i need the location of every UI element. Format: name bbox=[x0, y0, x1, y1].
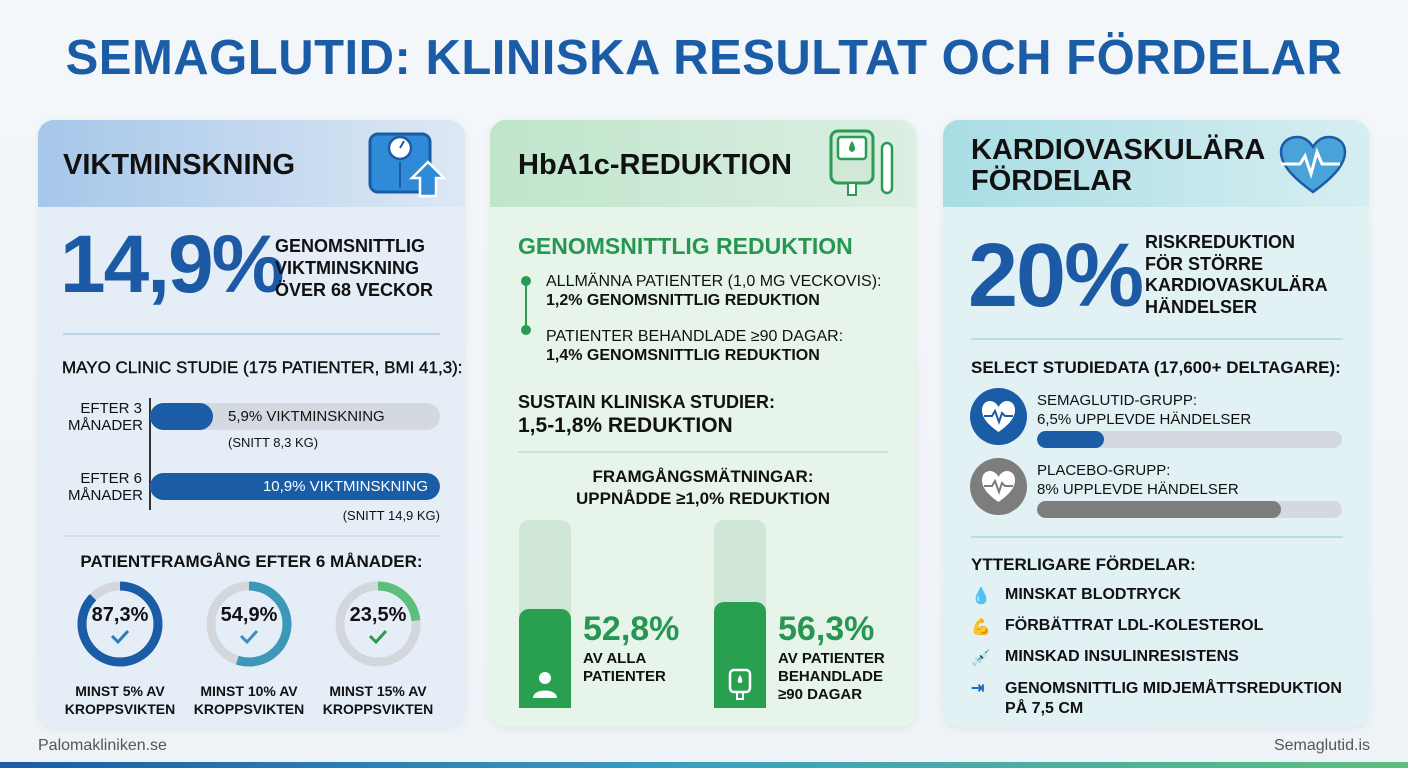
sustain-label: SUSTAIN KLINISKA STUDIER: bbox=[518, 392, 776, 412]
bar-value: 10,9% VIKTMINSKNING bbox=[262, 478, 428, 495]
weight-loss-value: 14,9% bbox=[60, 219, 283, 310]
sustain-value: 1,5-1,8% REDUKTION bbox=[518, 414, 733, 437]
donut-value: 54,9% bbox=[220, 604, 278, 626]
success-bar-90days bbox=[714, 520, 766, 708]
study-heading: MAYO CLINIC STUDIE (175 PATIENTER, BMI 41,3): bbox=[62, 358, 463, 377]
page-title: SEMAGLUTID: KLINISKA RESULTAT OCH FÖRDELAR bbox=[65, 31, 1343, 85]
success-heading: FRAMGÅNGSMÄTNINGAR: bbox=[592, 467, 814, 486]
bullet-dot bbox=[521, 325, 531, 335]
bullet-line bbox=[525, 280, 527, 330]
avg-heading: GENOMSNITTLIG REDUKTION bbox=[518, 233, 853, 259]
bullet-value: 1,2% GENOMSNITTLIG REDUKTION bbox=[546, 292, 820, 309]
bullet-dot bbox=[521, 276, 531, 286]
success-label: AV ALLA bbox=[583, 650, 647, 667]
footer-strip bbox=[0, 762, 1408, 768]
glucose-meter-icon bbox=[728, 668, 752, 700]
divider bbox=[971, 338, 1343, 340]
syringe-icon: 💉 bbox=[971, 650, 991, 667]
desc-line: KARDIOVASKULÄRA bbox=[1145, 275, 1328, 295]
group-label: SEMAGLUTID-GRUPP: bbox=[1037, 392, 1198, 409]
scale-icon bbox=[368, 130, 446, 198]
donut-label: MINST 5% AV bbox=[75, 683, 165, 699]
check-icon bbox=[241, 631, 257, 642]
weight-loss-card bbox=[38, 120, 465, 727]
footer-source-left: Palomakliniken.se bbox=[38, 737, 167, 754]
heart-pulse-icon bbox=[970, 458, 1027, 515]
donut-value: 87,3% bbox=[91, 604, 149, 626]
desc-line: HÄNDELSER bbox=[1145, 296, 1258, 317]
divider bbox=[63, 535, 440, 537]
desc-line: FÖR STÖRRE bbox=[1145, 253, 1264, 274]
bar-fill bbox=[1037, 431, 1104, 448]
benefit-item bbox=[971, 617, 1342, 648]
check-icon bbox=[370, 631, 386, 642]
bar-label: EFTER 3 bbox=[80, 400, 142, 417]
card-title: HbA1c-REDUKTION bbox=[518, 149, 792, 181]
hba1c-card bbox=[490, 120, 916, 727]
donut-label: KROPPSVIKTEN bbox=[64, 701, 176, 717]
select-heading: SELECT STUDIEDATA (17,600+ DELTAGARE): bbox=[971, 358, 1341, 377]
glucose-meter-icon bbox=[828, 128, 900, 200]
success-label: AV PATIENTER bbox=[778, 650, 885, 667]
group-bar bbox=[1037, 431, 1342, 448]
bar-value: 5,9% VIKTMINSKNING bbox=[228, 408, 385, 425]
blood-drops-icon: 💧 bbox=[971, 588, 991, 605]
benefit-text: GENOMSNITTLIG MIDJEMÅTTSREDUKTION bbox=[1005, 680, 1342, 697]
benefit-item bbox=[971, 679, 1342, 719]
success-value: 56,3% bbox=[778, 610, 875, 648]
desc-line: VIKTMINSKNING bbox=[275, 258, 419, 278]
success-subheading: UPPNÅDDE ≥1,0% REDUKTION bbox=[576, 489, 830, 508]
bullet-text: ALLMÄNNA PATIENTER (1,0 MG VECKOVIS): bbox=[546, 273, 882, 290]
benefit-item bbox=[971, 586, 1342, 617]
donut-chart bbox=[74, 578, 166, 670]
desc-line: GENOMSNITTLIG bbox=[275, 236, 425, 256]
bar-fill bbox=[1037, 501, 1281, 518]
divider bbox=[971, 536, 1343, 538]
patient-icon bbox=[531, 670, 559, 698]
footer-source-right: Semaglutid.is bbox=[1273, 737, 1370, 754]
group-value: 8% UPPLEVDE HÄNDELSER bbox=[1037, 481, 1239, 498]
success-heading: PATIENTFRAMGÅNG EFTER 6 MÅNADER: bbox=[80, 552, 423, 571]
bar-label: MÅNADER bbox=[68, 417, 144, 434]
bar-3-months bbox=[150, 403, 440, 430]
success-bar-all bbox=[519, 520, 571, 708]
group-value: 6,5% UPPLEVDE HÄNDELSER bbox=[1037, 411, 1252, 428]
desc-line: ÖVER 68 VECKOR bbox=[275, 280, 434, 300]
waist-icon: ⇥ bbox=[971, 680, 985, 697]
success-label: PATIENTER bbox=[583, 668, 666, 685]
bar-note: (SNITT 8,3 KG) bbox=[228, 435, 319, 450]
card-title: FÖRDELAR bbox=[971, 165, 1133, 197]
card-title: KARDIOVASKULÄRA bbox=[971, 134, 1266, 166]
bar-6-months bbox=[150, 473, 440, 500]
cardio-card bbox=[943, 120, 1369, 727]
donut-label: MINST 10% AV bbox=[200, 683, 298, 699]
heart-pulse-icon bbox=[970, 388, 1027, 445]
group-label: PLACEBO-GRUPP: bbox=[1037, 462, 1171, 479]
bullet-text: PATIENTER BEHANDLADE ≥90 DAGAR: bbox=[546, 328, 844, 345]
muscle-arm-icon: 💪 bbox=[971, 619, 991, 636]
benefit-text: FÖRBÄTTRAT LDL-KOLESTEROL bbox=[1005, 617, 1264, 634]
donut-label: KROPPSVIKTEN bbox=[322, 701, 434, 717]
risk-reduction-value: 20% bbox=[968, 226, 1143, 326]
desc-line: RISKREDUKTION bbox=[1145, 232, 1296, 252]
group-bar bbox=[1037, 501, 1342, 518]
donut-chart bbox=[203, 578, 295, 670]
bullet-value: 1,4% GENOMSNITTLIG REDUKTION bbox=[546, 347, 820, 364]
bar-note: (SNITT 14,9 KG) bbox=[342, 508, 440, 523]
check-icon bbox=[112, 631, 128, 642]
benefit-text: MINSKAT BLODTRYCK bbox=[1005, 586, 1181, 603]
success-label: ≥90 DAGAR bbox=[778, 686, 863, 703]
success-label: BEHANDLADE bbox=[778, 668, 883, 685]
donut-label: MINST 15% AV bbox=[329, 683, 427, 699]
divider bbox=[63, 333, 440, 335]
extra-heading: YTTERLIGARE FÖRDELAR: bbox=[971, 555, 1196, 574]
donut-label: KROPPSVIKTEN bbox=[193, 701, 305, 717]
heart-pulse-icon bbox=[1278, 134, 1348, 196]
benefit-text: MINSKAD INSULINRESISTENS bbox=[1005, 648, 1239, 665]
bar-label: EFTER 6 bbox=[80, 470, 142, 487]
success-value: 52,8% bbox=[583, 610, 680, 648]
card-title: VIKTMINSKNING bbox=[63, 149, 295, 181]
benefit-item bbox=[971, 648, 1342, 679]
bar-fill bbox=[150, 403, 213, 430]
bar-label: MÅNADER bbox=[68, 487, 144, 504]
benefit-text: PÅ 7,5 CM bbox=[1005, 700, 1084, 717]
donut-value: 23,5% bbox=[349, 604, 407, 626]
divider bbox=[518, 451, 888, 453]
donut-chart bbox=[332, 578, 424, 670]
